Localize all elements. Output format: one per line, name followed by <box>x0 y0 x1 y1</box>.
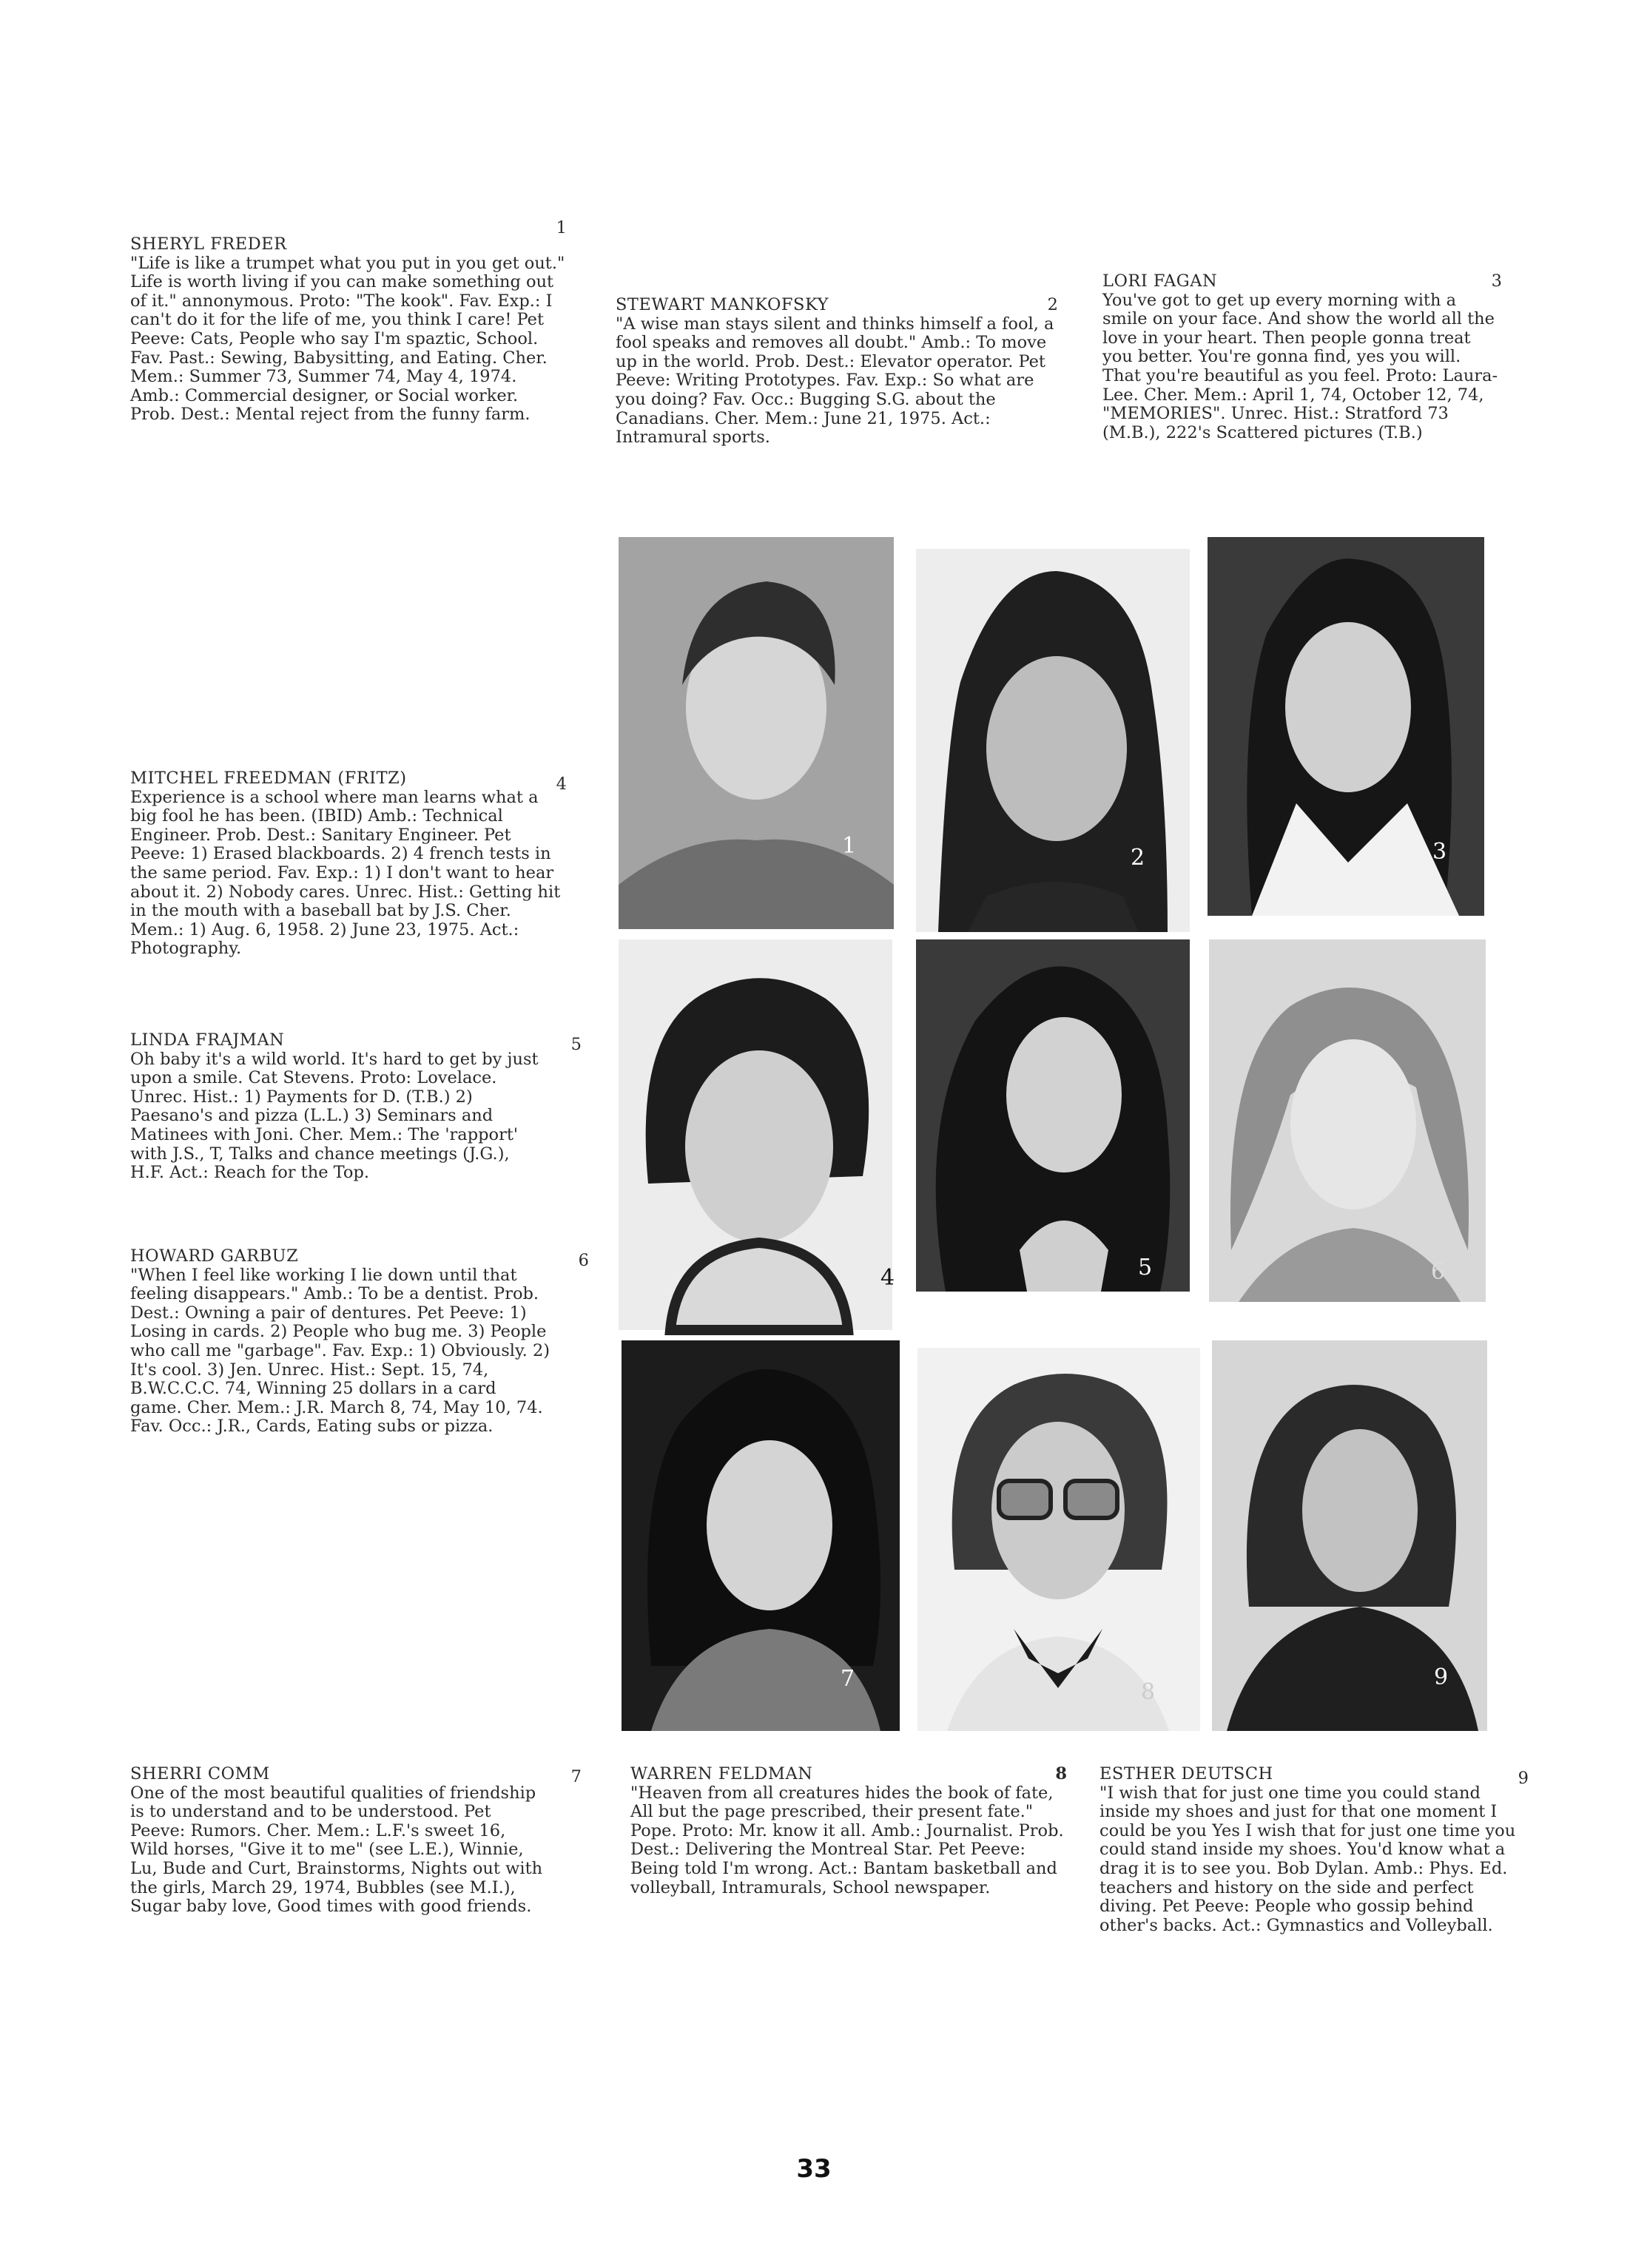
entry-3 <box>1102 272 1502 442</box>
entry-number: 3 <box>1491 271 1502 291</box>
portrait-photo-4 <box>619 939 895 1330</box>
student-name: HOWARD GARBUZ <box>130 1246 299 1266</box>
photo-number: 9 <box>1434 1664 1449 1690</box>
entry-7 <box>130 1765 582 1917</box>
student-name: SHERRI COMM <box>130 1764 270 1783</box>
student-bio: "Heaven from all creatures hides the book of fate, All but the page prescribed, their present fate." Pope. Proto: Mr. know it all. Amb.: Journalist. Prob. Dest.: Delivering the Montreal Star. Pet Peeve: Being told I'm wrong. Act.: Bantam basketball and volleyball, Intramurals, School newspaper. <box>630 1783 1064 1897</box>
portrait-photo-6 <box>1209 939 1486 1302</box>
portrait-photo-5 <box>916 939 1190 1292</box>
portrait-photo-1 <box>619 537 894 929</box>
entry-number: 6 <box>578 1251 589 1270</box>
portrait-photo-7 <box>622 1340 900 1731</box>
entry-9 <box>1099 1765 1529 1935</box>
student-bio: Oh baby it's a wild world. It's hard to get by just upon a smile. Cat Stevens. Proto: Lovelace. Unrec. Hist.: 1) Payments for D. (T.B.) 2) Paesano's and pizza (L.L.) 3) Seminars and Matinees with Joni. Cher. Mem.: The 'rapport' with J.S., T, Talks and chance meetings (J.G.), H.F. Act.: Reach for the Top. <box>130 1049 539 1183</box>
student-bio: You've got to get up every morning with a smile on your face. And show the world all the love in your heart. Then people gonna treat you better. You're gonna find, yes you will. That you're beautiful as you feel. Proto: Laura-Lee. Cher. Mem.: April 1, 74, October 12, 74, "MEMORIES". Unrec. Hist.: Stratford 73 (M.B.), 222's Scattered pictures (T.B.) <box>1102 290 1498 442</box>
photo-number: 6 <box>1431 1259 1446 1285</box>
portrait-image <box>916 549 1190 932</box>
entry-1 <box>130 218 567 425</box>
portrait-image <box>619 939 892 1330</box>
student-bio: "I wish that for just one time you could stand inside my shoes and just for that one moment I could be you Yes I wish that for just one time you could stand inside my shoes. You'd know what a drag it is to see you. Bob Dylan. Amb.: Phys. Ed. teachers and history on the side and perfect diving. Pet Peeve: People who gossip behind other's backs. Act.: Gymnastics and Volleyball. <box>1099 1783 1516 1935</box>
photo-number: 4 <box>880 1265 895 1291</box>
photo-number: 3 <box>1432 839 1447 865</box>
portrait-image <box>917 1348 1200 1731</box>
entry-number: 1 <box>556 218 567 237</box>
student-bio: "Life is like a trumpet what you put in you get out." Life is worth living if you can make something out of it." annonymous. Proto: "The kook". Fav. Exp.: I can't do it for the life of me, you think I care! Pet Peeve: Cats, People who say I'm spaztic, School. Fav. Past.: Sewing, Babysitting, and Eating. Cher. Mem.: Summer 73, Summer 74, May 4, 1974. Amb.: Commercial designer, or Social worker. Prob. Dest.: Mental reject from the funny farm. <box>130 253 565 425</box>
student-bio: One of the most beautiful qualities of friendship is to understand and to be understood. Pet Peeve: Rumors. Cher. Mem.: L.F.'s sweet 16, Wild horses, "Give it to me" (see L.E.), Winnie, Lu, Bude and Curt, Brainstorms, Nights out with the girls, March 29, 1974, Bubbles (see M.I.), Sugar baby love, Good times with good friends. <box>130 1783 543 1917</box>
entry-number: 4 <box>556 774 567 794</box>
student-bio: "A wise man stays silent and thinks himself a fool, a fool speaks and removes all doubt." Amb.: To move up in the world. Prob. Dest.: Elevator operator. Pet Peeve: Writing Prototypes. Fav. Exp.: So what are you doing? Fav. Occ.: Bugging S.G. about the Canadians. Cher. Mem.: June 21, 1975. Act.: Intramural sports. <box>616 314 1054 448</box>
portrait-image <box>622 1340 900 1731</box>
photo-number: 5 <box>1138 1255 1153 1280</box>
entry-number: 9 <box>1518 1769 1529 1788</box>
entry-5 <box>130 1031 582 1183</box>
student-name: STEWART MANKOFSKY <box>616 295 829 314</box>
student-name: LINDA FRAJMAN <box>130 1030 285 1050</box>
portrait-image <box>1209 939 1486 1302</box>
portrait-photo-2 <box>916 549 1190 932</box>
portrait-image <box>619 537 894 929</box>
student-name: MITCHEL FREEDMAN (FRITZ) <box>130 769 407 788</box>
portrait-photo-9 <box>1212 1340 1487 1731</box>
student-name: SHERYL FREDER <box>130 234 287 254</box>
student-name: WARREN FELDMAN <box>630 1764 813 1783</box>
photo-number: 8 <box>1141 1679 1156 1705</box>
entry-number: 2 <box>1047 295 1058 314</box>
student-bio: Experience is a school where man learns what a big fool he has been. (IBID) Amb.: Technical Engineer. Prob. Dest.: Sanitary Engineer. Pet Peeve: 1) Erased blackboards. 2) 4 french tests in the same period. Fav. Exp.: 1) I don't want to hear about it. 2) Nobody cares. Unrec. Hist.: Getting hit in the mouth with a baseball bat by J.S. Cher. Mem.: 1) Aug. 6, 1958. 2) June 23, 1975. Act.: Photography. <box>130 787 561 959</box>
photo-number: 1 <box>842 833 857 859</box>
entry-4 <box>130 769 567 959</box>
student-bio: "When I feel like working I lie down until that feeling disappears." Amb.: To be a dentist. Prob. Dest.: Owning a pair of dentures. Pet Peeve: 1) Losing in cards. 2) People who bug me. 3) People who call me "garbage". Fav. Exp.: 1) Obviously. 2) It's cool. 3) Jen. Unrec. Hist.: Sept. 15, 74, B.W.C.C.C. 74, Winning 25 dollars in a card game. Cher. Mem.: J.R. March 8, 74, May 10, 74. Fav. Occ.: J.R., Cards, Eating subs or pizza. <box>130 1265 550 1437</box>
entry-8 <box>630 1765 1067 1897</box>
portrait-photo-8 <box>917 1348 1200 1731</box>
entry-2 <box>616 296 1058 448</box>
entry-number: 8 <box>1055 1764 1067 1783</box>
entry-number: 5 <box>570 1035 582 1054</box>
student-name: ESTHER DEUTSCH <box>1099 1764 1273 1783</box>
student-name: LORI FAGAN <box>1102 271 1218 291</box>
portrait-image <box>916 939 1190 1292</box>
photo-number: 7 <box>841 1666 855 1692</box>
portrait-photo-3 <box>1208 537 1484 916</box>
entry-number: 7 <box>570 1767 582 1786</box>
page-number: 33 <box>796 2154 832 2184</box>
entry-6 <box>130 1247 589 1437</box>
photo-number: 2 <box>1131 845 1145 871</box>
